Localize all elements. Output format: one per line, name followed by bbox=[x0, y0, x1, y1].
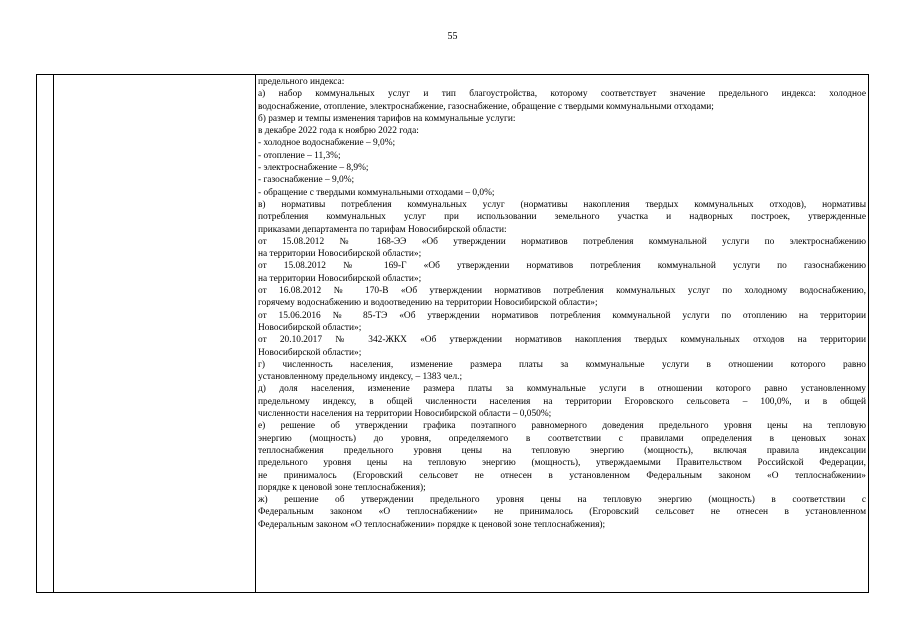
text-line: д) доля населения, изменение размера платы за коммунальные услуги в отношении которого равно установленному bbox=[258, 384, 866, 395]
text-line: ж) решение об утверждении предельного уровня цены на тепловую энергию (мощность) в соответствии с bbox=[258, 495, 866, 506]
text-line: б) размер и темпы изменения тарифов на коммунальные услуги: bbox=[258, 113, 516, 124]
column-divider-2 bbox=[255, 75, 256, 592]
text-line: в) нормативы потребления коммунальных услуг (нормативы накопления твердых коммунальных отходов), нормативы bbox=[258, 199, 866, 210]
text-line: приказами департамента по тарифам Новосибирской области: bbox=[258, 224, 507, 235]
text-line: порядке к ценовой зоне теплоснабжения); bbox=[258, 482, 426, 493]
text-line: г) численность населения, изменение размера платы за коммунальные услуги в отношении которого равно bbox=[258, 359, 866, 370]
text-line: - обращение с твердыми коммунальными отходами – 0,0%; bbox=[258, 187, 495, 198]
text-line: - электроснабжение – 8,9%; bbox=[258, 163, 369, 174]
text-line: от 15.08.2012 № 168-ЭЭ «Об утверждении нормативов потребления коммунальной услуги по электроснабжению bbox=[258, 236, 866, 247]
table-cell-content bbox=[258, 76, 866, 531]
text-line: на территории Новосибирской области»; bbox=[258, 249, 422, 260]
text-line: численности населения на территории Новосибирской области – 0,050%; bbox=[258, 409, 552, 420]
text-line: от 15.08.2012 № 169-Г «Об утверждении нормативов потребления коммунальной услуги по газоснабжению bbox=[258, 261, 866, 272]
text-line: а) набор коммунальных услуг и тип благоустройства, которому соответствует значение предельного индекса: холодное bbox=[258, 89, 866, 100]
text-line: - отопление – 11,3%; bbox=[258, 150, 341, 161]
text-line: Федеральным законом «О теплоснабжении» не принималось (Егоровский сельсовет не отнесен в установленном bbox=[258, 507, 866, 518]
page-number: 55 bbox=[447, 31, 458, 42]
text-line: е) решение об утверждении графика поэтапного равномерного доведения предельного уровня цены на тепловую bbox=[258, 421, 866, 432]
text-line: энергию (мощность) до уровня, определяемого в соответствии с правилами определения в ценовых зонах bbox=[258, 433, 866, 444]
text-line: предельного индекса: bbox=[258, 77, 345, 87]
column-divider-1 bbox=[53, 75, 54, 592]
text-line: потребления коммунальных услуг при использовании земельного участка и надворных построек, утвержденные bbox=[258, 212, 866, 223]
text-line: предельного уровня цены на тепловую энергию (мощность), утверждаемыми Правительством Российской Федерации, bbox=[258, 458, 866, 469]
text-line: - газоснабжение – 9,0%; bbox=[258, 175, 355, 186]
text-line: горячему водоснабжению и водоотведению на территории Новосибирской области»; bbox=[258, 298, 598, 309]
text-line: установленному предельному индексу, – 1383 чел.; bbox=[258, 372, 463, 383]
text-line: от 16.08.2012 № 170-В «Об утверждении нормативов потребления коммунальных услуг по холодному водоснабжению, bbox=[258, 286, 866, 297]
text-line: Новосибирской области»; bbox=[258, 347, 362, 358]
text-line: не принималось (Егоровский сельсовет не отнесен в установленном Федеральным законом «О теплоснабжении» bbox=[258, 470, 866, 481]
text-line: водоснабжение, отопление, электроснабжение, газоснабжение, обращение с твердыми коммунальными отходами; bbox=[258, 101, 714, 112]
text-line: теплоснабжения предельного уровня цены на тепловую энергию (мощность), включая правила индексации bbox=[258, 445, 866, 456]
text-line: в декабре 2022 года к ноябрю 2022 года: bbox=[258, 126, 419, 137]
text-line: от 20.10.2017 № 342-ЖКХ «Об утверждении нормативов накопления твердых коммунальных отходов на территории bbox=[258, 335, 866, 346]
document-table bbox=[36, 74, 869, 593]
text-line: на территории Новосибирской области»; bbox=[258, 273, 422, 284]
text-line: - холодное водоснабжение – 9,0%; bbox=[258, 138, 396, 149]
text-line: от 15.06.2016 № 85-ТЭ «Об утверждении нормативов потребления коммунальной услуги по отоплению на территории bbox=[258, 310, 866, 321]
text-line: Новосибирской области»; bbox=[258, 322, 362, 333]
text-line: Федеральным законом «О теплоснабжении» порядке к ценовой зоне теплоснабжения); bbox=[258, 519, 606, 530]
text-line: предельному индексу, в общей численности населения на территории Егоровского сельсовета – 100,0%, и в общей bbox=[258, 396, 866, 407]
